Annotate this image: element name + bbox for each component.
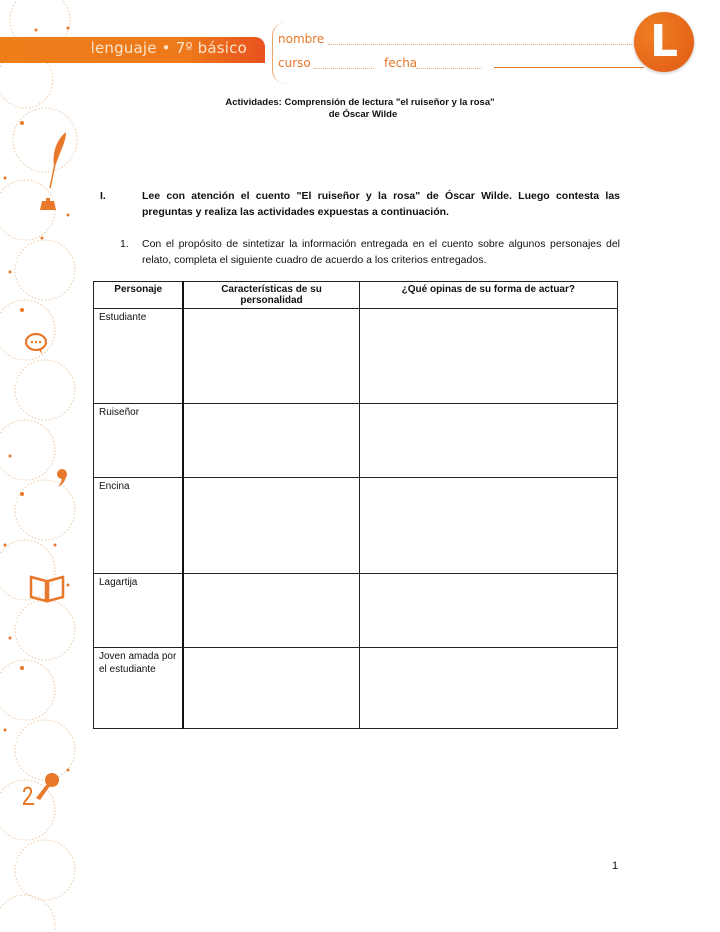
subject-banner xyxy=(0,37,265,63)
header-rule xyxy=(494,67,644,68)
opinion-cell[interactable] xyxy=(359,478,617,574)
microphone-icon xyxy=(22,770,62,806)
student-info-fields xyxy=(272,28,652,88)
character-name: Lagartija xyxy=(94,574,184,648)
character-name: Estudiante xyxy=(94,309,184,404)
opinion-cell[interactable] xyxy=(359,574,617,648)
question-text: Con el propósito de sintetizar la información entregada en el cuento sobre algunos personajes del relato, completa el siguiente cuadro de acuerdo a los criterios entregados. xyxy=(142,238,620,266)
characteristics-cell[interactable] xyxy=(183,309,359,404)
name-field[interactable] xyxy=(328,44,658,45)
question-1 xyxy=(120,236,620,268)
characteristics-cell[interactable] xyxy=(183,574,359,648)
section-instruction xyxy=(100,188,620,220)
title-line-1: Actividades: Comprensión de lectura "el ruiseñor y la rosa" xyxy=(225,97,495,108)
table-row xyxy=(94,574,618,648)
header-opinion: ¿Qué opinas de su forma de actuar? xyxy=(359,282,617,309)
quill-icon xyxy=(46,130,70,190)
character-name: Joven amada por el estudiante xyxy=(94,648,184,729)
subject-label: lenguaje • 7º básico xyxy=(90,39,247,57)
header-caracteristicas: Características de su personalidad xyxy=(183,282,359,309)
title-line-2: de Óscar Wilde xyxy=(328,109,398,120)
character-name: Ruiseñor xyxy=(94,404,184,478)
header-personaje: Personaje xyxy=(94,282,184,309)
opinion-cell[interactable] xyxy=(359,404,617,478)
section-number: I. xyxy=(100,190,106,202)
table-row xyxy=(94,478,618,574)
page-number: 1 xyxy=(612,860,619,872)
opinion-cell[interactable] xyxy=(359,309,617,404)
document-title xyxy=(0,97,720,121)
characteristics-cell[interactable] xyxy=(183,404,359,478)
inkwell-icon xyxy=(38,196,58,212)
table-header-row xyxy=(94,282,618,309)
date-label: fecha xyxy=(384,56,418,70)
question-number: 1. xyxy=(120,238,129,250)
characters-table xyxy=(93,281,618,729)
table-row xyxy=(94,648,618,729)
name-label: nombre xyxy=(278,32,325,46)
logo-letter: L xyxy=(649,16,679,67)
comma-icon xyxy=(56,468,68,488)
opinion-cell[interactable] xyxy=(359,648,617,729)
open-book-icon xyxy=(28,573,66,603)
course-label: curso xyxy=(278,56,311,70)
date-field[interactable] xyxy=(416,68,482,69)
characteristics-cell[interactable] xyxy=(183,478,359,574)
characteristics-cell[interactable] xyxy=(183,648,359,729)
table-row xyxy=(94,309,618,404)
subject-logo xyxy=(634,12,694,72)
character-name: Encina xyxy=(94,478,184,574)
section-text: Lee con atención el cuento "El ruiseñor y la rosa" de Óscar Wilde. Luego contesta las preguntas y realiza las actividades expuestas a continuación. xyxy=(142,190,620,218)
table-row xyxy=(94,404,618,478)
speech-bubble-icon xyxy=(24,332,48,356)
course-field[interactable] xyxy=(314,68,374,69)
